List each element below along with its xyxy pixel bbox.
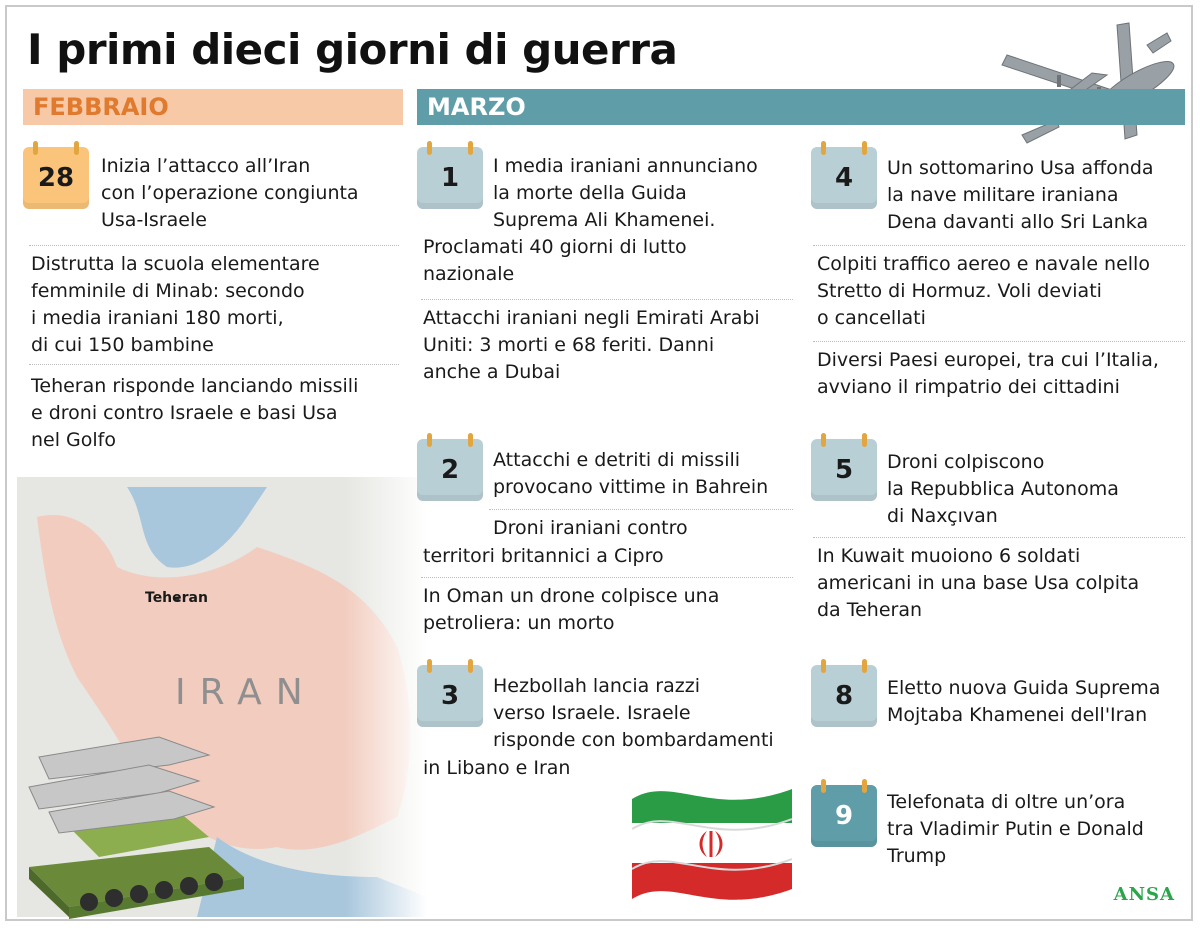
divider [29, 245, 399, 246]
event-day-3-tail: in Libano e Iran [423, 757, 571, 779]
divider [813, 341, 1185, 342]
page-title: I primi dieci giorni di guerra [27, 25, 678, 74]
event-minab-school: Distrutta la scuola elementare femminile di Minab: secondo i media iraniani 180 morti, di cui 150 bambine [31, 253, 320, 356]
event-day-4: Un sottomarino Usa affonda la nave militare iraniana Dena davanti allo Sri Lanka [887, 157, 1154, 233]
divider [421, 299, 793, 300]
day-number: 4 [834, 163, 854, 193]
day-number: 2 [440, 455, 460, 485]
day-number: 28 [37, 163, 75, 193]
iran-flag-icon [627, 779, 797, 909]
calendar-icon-day-4 [811, 141, 877, 209]
divider [489, 509, 793, 510]
event-day-28: Inizia l’attacco all’Iran con l’operazione congiunta Usa-Israele [101, 155, 359, 231]
missile-launcher-illustration [9, 717, 259, 921]
ansa-credit: ANSA [1113, 884, 1175, 905]
event-day-2: Attacchi e detriti di missili provocano vittime in Bahrein [493, 449, 769, 498]
event-uae-attacks: Attacchi iraniani negli Emirati Arabi Uniti: 3 morti e 68 feriti. Danni anche a Dubai [423, 307, 760, 383]
divider [29, 364, 399, 365]
day-number: 9 [834, 801, 854, 831]
day-number: 1 [440, 163, 460, 193]
map-country-label: IRAN [175, 672, 317, 713]
calendar-icon-day-5 [811, 433, 877, 501]
drone-illustration [997, 15, 1187, 155]
day-number: 5 [834, 455, 854, 485]
calendar-icon-day-8 [811, 659, 877, 727]
event-hormuz-traffic: Colpiti traffico aereo e navale nello Stretto di Hormuz. Voli deviati o cancellati [817, 253, 1150, 329]
calendar-icon-day-9 [811, 779, 877, 847]
event-day-1-mourning: Proclamati 40 giorni di lutto nazionale [423, 236, 687, 285]
day-number: 3 [440, 681, 460, 711]
event-day-3: Hezbollah lancia razzi verso Israele. Israele risponde con bombardamenti [493, 675, 774, 751]
day-number: 8 [834, 681, 854, 711]
event-day-1: I media iraniani annunciano la morte della Guida Suprema Ali Khamenei. [493, 155, 758, 231]
month-band-february: FEBBRAIO [23, 89, 403, 125]
divider [421, 577, 793, 578]
event-cyprus-line-2: territori britannici a Cipro [423, 545, 664, 567]
event-day-5: Droni colpiscono la Repubblica Autonoma di Naxçıvan [887, 451, 1119, 527]
divider [813, 245, 1185, 246]
map-city-label: Teheran [145, 590, 208, 606]
infographic-frame [5, 5, 1193, 921]
calendar-icon-day-2 [417, 433, 483, 501]
event-cyprus-line-1: Droni iraniani contro [493, 517, 688, 539]
event-repatriation: Diversi Paesi europei, tra cui l’Italia, avviano il rimpatrio dei cittadini [817, 349, 1159, 398]
month-band-march: MARZO [417, 89, 1185, 125]
event-kuwait-soldiers: In Kuwait muoiono 6 soldati americani in una base Usa colpita da Teheran [817, 545, 1140, 621]
calendar-icon-day-3 [417, 659, 483, 727]
divider [813, 537, 1185, 538]
calendar-icon-day-28 [23, 141, 89, 209]
event-day-9: Telefonata di oltre un’ora tra Vladimir Putin e Donald Trump [887, 791, 1144, 867]
event-tehran-responds: Teheran risponde lanciando missili e droni contro Israele e basi Usa nel Golfo [31, 375, 359, 451]
event-day-8: Eletto nuova Guida Suprema Mojtaba Khamenei dell'Iran [887, 677, 1161, 726]
calendar-icon-day-1 [417, 141, 483, 209]
event-oman-tanker: In Oman un drone colpisce una petroliera: un morto [423, 585, 720, 634]
